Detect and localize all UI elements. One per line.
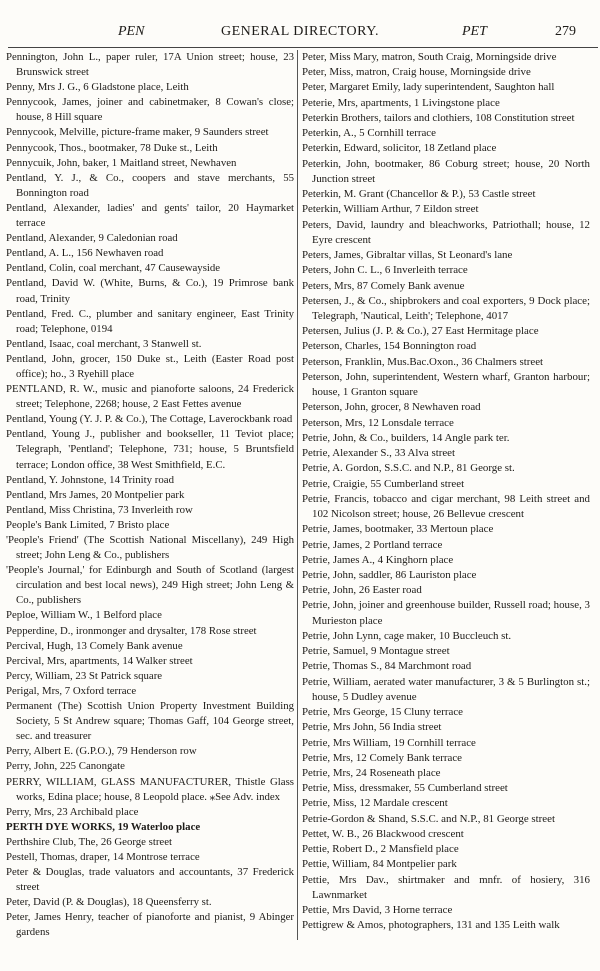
directory-entry: Perigal, Mrs, 7 Oxford terrace [6,684,137,697]
directory-entry: Peter, Miss, matron, Craig house, Morningside drive [302,66,531,79]
directory-entry: Pennycook, Thos., bootmaker, 78 Duke st., Leith [6,141,218,154]
directory-entry: Petrie, Miss, 12 Mardale crescent [302,797,448,810]
directory-entry: Petrie, John, joiner and greenhouse builder, Russell road; house, 3 Murieston place [302,599,590,627]
directory-entry: Petrie, Mrs William, 19 Cornhill terrace [302,736,476,749]
directory-entry: Perry, John, 225 Canongate [6,760,125,773]
directory-entry: Peterkin, William Arthur, 7 Eildon street [302,203,479,216]
directory-entry: Perthshire Club, The, 26 George street [6,835,173,848]
directory-entry: Petersen, J., & Co., shipbrokers and coal exporters, 9 Dock place; Telegraph, 'Nautical, Leith'; Telephone, 4017 [302,294,590,322]
directory-entry: Pentland, John, grocer, 150 Duke st., Leith (Easter Road post office); ho., 3 Ryehill place [6,352,294,380]
directory-entry: Pepperdine, D., ironmonger and drysalter, 178 Rose street [6,624,257,637]
directory-entry: Petrie, Craigie, 55 Cumberland street [302,477,465,490]
directory-entry: Permanent (The) Scottish Union Property Investment Building Society, 5 St Andrew square; Thomas Gaff, 104 George street, sec. and treasurer [6,700,294,743]
directory-entry: Pentland, Colin, coal merchant, 47 Causewayside [6,262,221,275]
directory-entry: PERTH DYE WORKS, 19 Waterloo place [6,820,201,833]
directory-entry: Pentland, Mrs James, 20 Montpelier park [6,488,185,501]
directory-entry: Peters, James, Gibraltar villas, St Leonard's lane [302,249,513,262]
directory-entry: Percy, William, 23 St Patrick square [6,669,163,682]
directory-entry: Pennycook, James, joiner and cabinetmaker, 8 Cowan's close; house, 8 Hill square [6,96,294,124]
directory-entry: Peters, David, laundry and bleachworks, Patriothall; house, 12 Eyre crescent [302,218,590,246]
directory-entry: Peterson, John, grocer, 8 Newhaven road [302,401,481,414]
directory-entry: Pennycook, Melville, picture-frame maker, 9 Saunders street [6,126,269,139]
directory-entry: Pentland, Young (Y. J. P. & Co.), The Cottage, Laverockbank road [6,413,293,426]
directory-entry: Petrie, Francis, tobacco and cigar merchant, 98 Leith street and 102 Nicolson street; house, 26 Bellevue crescent [302,492,590,521]
directory-entry: Petrie, John Lynn, cage maker, 10 Buccleuch st. [302,629,512,642]
right-column [302,50,590,934]
left-column [6,50,294,941]
directory-entry: Petrie, William, aerated water manufacturer, 3 & 5 Burlington st.; house, 5 Dudley avenue [302,675,590,703]
directory-entry: Pentland, Fred. C., plumber and sanitary engineer, East Trinity road; Telephone, 0194 [6,307,294,335]
directory-entry: Pentland, Isaac, coal merchant, 3 Stanwell st. [6,337,202,350]
directory-entry: Petrie, Mrs, 24 Roseneath place [302,767,441,780]
directory-entry: Petrie, Alexander S., 33 Alva street [302,447,456,460]
directory-entry: Petrie, Samuel, 9 Montague street [302,645,450,658]
directory-entry: Pentland, Y. Johnstone, 14 Trinity road [6,473,174,486]
directory-entry: Peterson, Franklin, Mus.Bac.Oxon., 36 Chalmers street [302,355,544,368]
directory-entry: Peterson, Charles, 154 Bonnington road [302,340,477,353]
directory-entry: Petrie, Mrs George, 15 Cluny terrace [302,706,463,719]
directory-entry: Peterie, Mrs, apartments, 1 Livingstone place [302,96,500,109]
directory-entry: Petrie, James A., 4 Kinghorn place [302,553,454,566]
directory-entry: Peter, Margaret Emily, lady superintendent, Saughton hall [302,81,555,94]
directory-entry: Pentland, Alexander, ladies' and gents' tailor, 20 Haymarket terrace [6,201,294,230]
directory-entry: Peter & Douglas, trade valuators and accountants, 37 Frederick street [6,866,294,894]
directory-entry: Peter, David (P. & Douglas), 18 Queensferry st. [6,896,212,909]
directory-entry: Petrie, John, 26 Easter road [302,584,422,597]
directory-entry: Pettie, William, 84 Montpelier park [302,858,457,871]
directory-entry: Pettie, Mrs David, 3 Horne terrace [302,904,453,917]
directory-entry: Petrie, James, 2 Portland terrace [302,538,443,551]
header-right-guide-word: PET [462,24,487,39]
directory-entry: PERRY, WILLIAM, GLASS MANUFACTURER, Thistle Glass works, Edina place; house, 8 Leopold place. ⁎See Adv. index [6,775,294,803]
directory-entry: Pettigrew & Amos, photographers, 131 and 135 Leith walk [302,919,560,932]
directory-entry: Peterkin, John, bootmaker, 86 Coburg street; house, 20 North Junction street [302,157,590,185]
directory-entry: Petersen, Julius (J. P. & Co.), 27 East Hermitage place [302,325,539,338]
directory-entry: 'People's Friend' (The Scottish National Miscellany), 249 High street; John Leng & Co., publishers [6,534,294,562]
directory-entry: Pennington, John L., paper ruler, 17A Union street; house, 23 Brunswick street [6,51,294,79]
directory-entry: Pettet, W. B., 26 Blackwood crescent [302,827,464,840]
directory-entry: Petrie, John, & Co., builders, 14 Angle park ter. [302,431,510,444]
directory-entry: Petrie, Mrs John, 56 India street [302,721,442,734]
directory-entry: Pentland, Y. J., & Co., coopers and stave merchants, 55 Bonnington road [6,171,294,199]
directory-entry: Peters, John C. L., 6 Inverleith terrace [302,264,468,277]
directory-entry: Peterkin, M. Grant (Chancellor & P.), 53 Castle street [302,188,536,201]
directory-entry: Percival, Hugh, 13 Comely Bank avenue [6,639,183,652]
header-left-guide-word: PEN [118,24,145,39]
directory-entry: Pentland, Alexander, 9 Caledonian road [6,232,178,245]
directory-entry: Petrie, James, bootmaker, 33 Mertoun place [302,523,494,536]
directory-entry: Peters, Mrs, 87 Comely Bank avenue [302,279,465,292]
directory-entry: Peterkin, A., 5 Cornhill terrace [302,127,436,140]
directory-entry: Pentland, Young J., publisher and bookseller, 11 Teviot place; Telegraph, 'Pentland'; Telephone, 731; house, 5 Bruntsfield terrace; London office, 38 West Smithfield, E.C. [6,428,294,471]
directory-entry: Petrie, John, saddler, 86 Lauriston place [302,568,477,581]
directory-entry: Petrie, Mrs, 12 Comely Bank terrace [302,751,462,764]
directory-entry: Pentland, Miss Christina, 73 Inverleith row [6,503,193,516]
directory-entry: Penny, Mrs J. G., 6 Gladstone place, Leith [6,81,189,94]
directory-entry: Percival, Mrs, apartments, 14 Walker street [6,654,193,667]
directory-entry: Peploe, William W., 1 Belford place [6,609,162,622]
directory-entry: Petrie, Thomas S., 84 Marchmont road [302,660,472,673]
directory-entry: Petrie, Miss, dressmaker, 55 Cumberland street [302,782,508,795]
page-number: 279 [555,24,576,39]
directory-entry: Perry, Albert E. (G.P.O.), 79 Henderson row [6,745,197,758]
directory-entry: Petrie, A. Gordon, S.S.C. and N.P., 81 George st. [302,462,515,475]
directory-entry: Peterkin, Edward, solicitor, 18 Zetland place [302,142,497,155]
directory-entry: Petrie-Gordon & Shand, S.S.C. and N.P., 81 George street [302,812,555,825]
directory-entry: Perry, Mrs, 23 Archibald place [6,805,139,818]
directory-entry: Pennycuik, John, baker, 1 Maitland street, Newhaven [6,156,237,169]
directory-entry: PENTLAND, R. W., music and pianoforte saloons, 24 Frederick street; Telephone, 2268; house, 2 East Fettes avenue [6,383,294,411]
directory-entry: Peter, James Henry, teacher of pianoforte and pianist, 9 Abinger gardens [6,911,294,939]
header-title: GENERAL DIRECTORY. [220,24,380,39]
header-rule [8,47,598,48]
directory-entry: Pettie, Mrs Dav., shirtmaker and mnfr. of hosiery, 316 Lawnmarket [302,873,590,901]
directory-entry: Peterson, Mrs, 12 Lonsdale terrace [302,416,454,429]
directory-entry: Pettie, Robert D., 2 Mansfield place [302,843,459,856]
directory-entry: Peterkin Brothers, tailors and clothiers, 108 Constitution street [302,111,575,124]
directory-entry: People's Bank Limited, 7 Bristo place [6,518,170,531]
directory-entry: Peter, Miss Mary, matron, South Craig, Morningside drive [302,51,557,63]
page-header [0,24,600,44]
directory-entry: Peterson, John, superintendent, Western wharf, Granton harbour; house, 1 Granton square [302,370,590,399]
directory-entry: Pentland, David W. (White, Burns, & Co.), 19 Primrose bank road, Trinity [6,277,294,305]
directory-entry: Pestell, Thomas, draper, 14 Montrose terrace [6,850,200,863]
directory-entry: Pentland, A. L., 156 Newhaven road [6,247,164,260]
directory-entry: 'People's Journal,' for Edinburgh and South of Scotland (largest circulation and best local news), 249 High street; John Leng & Co., publishers [6,564,294,607]
column-divider [297,50,298,940]
